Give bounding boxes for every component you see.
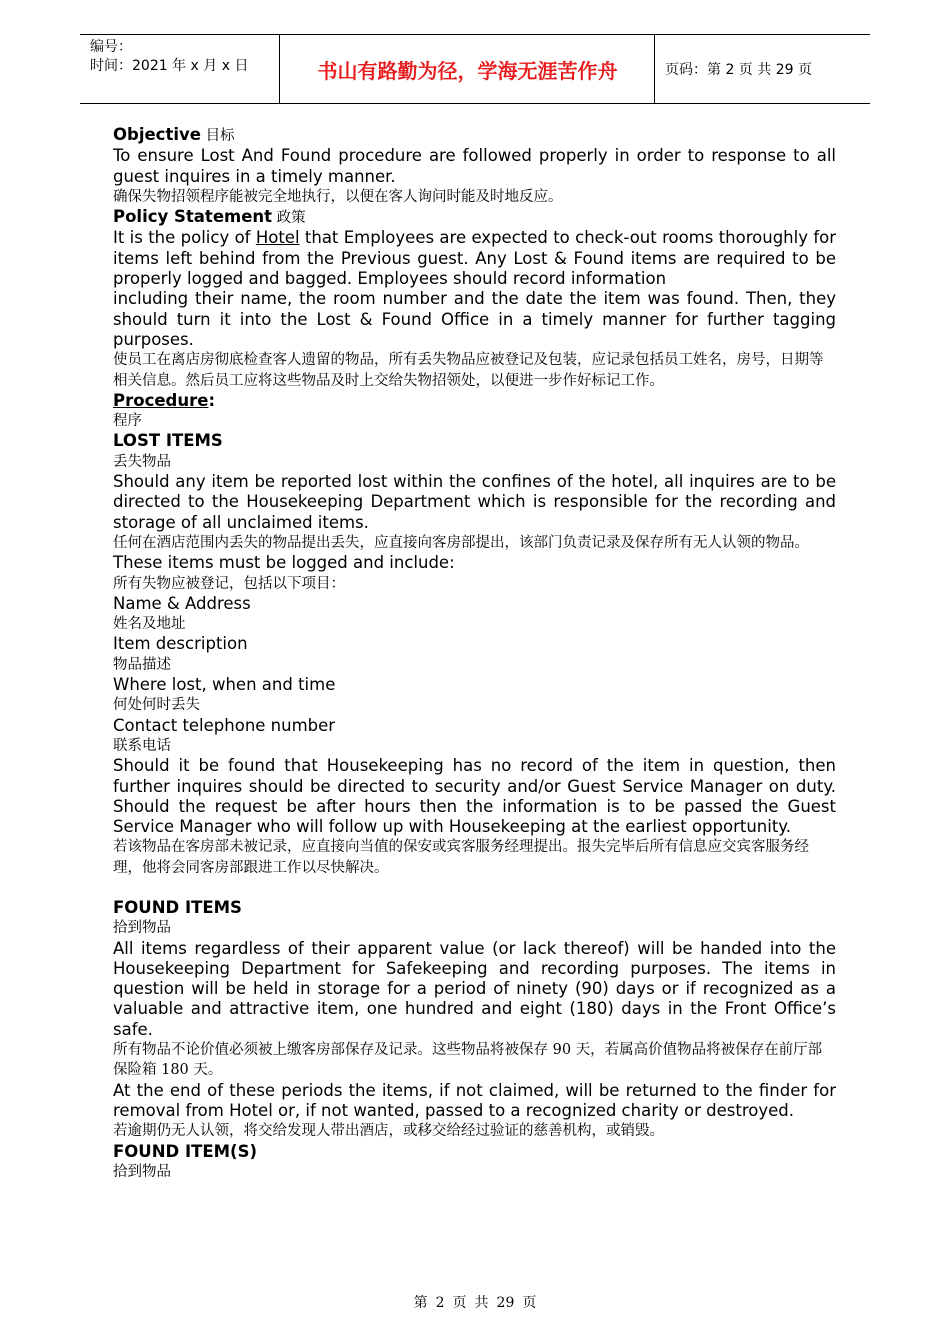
lost-paragraph-3-cn: 若该物品在客房部未被记录，应直接向当值的保安或宾客服务经理提出。报失完毕后所有信息应交宾客服务经理，他将会同客房部跟进工作以尽快解决。 — [113, 839, 809, 876]
time-label: 时间：2021 年 x 月 x 日 — [90, 58, 249, 74]
footer-page-number: 2 — [435, 1295, 445, 1311]
objective-heading: Objective 目标 — [113, 125, 235, 144]
found-items-s-heading: FOUND ITEM(S) — [113, 1141, 257, 1161]
list-item: Item description — [113, 634, 248, 654]
found-paragraph-1: All items regardless of their apparent value (or lack thereof) will be handed into the Housekeeping Department for Safekeeping and recording purposes. The items in question will be held in storage for a period of ninety (90) days or if recognized as a valuable and attractive item, one hundred and eight (180) days in the Front Office’s safe. — [113, 938, 836, 1039]
lost-paragraph-1-cn: 任何在酒店范围内丢失的物品提出丢失，应直接向客房部提出，该部门负责记录及保存所有无人认领的物品。 — [113, 534, 809, 551]
policy-text-cn: 使员工在离店房彻底检查客人遗留的物品，所有丢失物品应被登记及包装，应记录包括员工姓名，房号，日期等相关信息。然后员工应将这些物品及时上交给失物招领处，以便进一步作好标记工作。 — [113, 352, 824, 389]
lost-paragraph-3: Should it be found that Housekeeping has no record of the item in question, then further inquires should be directed to security and/or Guest Service Manager on duty. Should the request be after hours then the information is to be passed the Guest Service Manager who will follow up with Housekeeping at the earliest opportunity. — [113, 756, 836, 837]
spacer — [113, 878, 836, 898]
found-items-heading: FOUND ITEMS — [113, 897, 242, 917]
lost-paragraph-2-cn: 所有失物应被登记，包括以下项目： — [113, 575, 345, 592]
policy-paragraph-2: including their name, the room number and the date the item was found. Then, they should turn it into the Lost & Found Office in a timely manner for further tagging purposes. — [113, 289, 836, 349]
policy-heading: Policy Statement 政策 — [113, 207, 306, 227]
list-item-cn: 物品描述 — [113, 656, 171, 673]
lost-items-heading-cn: 丢失物品 — [113, 453, 171, 470]
found-paragraph-2: At the end of these periods the items, if not claimed, will be returned to the finder for removal from Hotel or, if not wanted, passed to a recognized charity or destroyed. — [113, 1080, 836, 1120]
lost-paragraph-1: Should any item be reported lost within the confines of the hotel, all inquires are to be directed to the Housekeeping Department which is responsible for the recording and storage of all unclaimed items. — [113, 472, 836, 532]
objective-text-cn: 确保失物招领程序能被完全地执行，以便在客人询问时能及时地反应。 — [113, 188, 563, 205]
list-item: Contact telephone number — [113, 715, 336, 735]
procedure-heading-cn: 程序 — [113, 413, 142, 430]
list-item-cn: 姓名及地址 — [113, 616, 186, 633]
document-body — [113, 125, 836, 1182]
lost-items-heading: LOST ITEMS — [113, 431, 223, 451]
code-label: 编号： — [90, 39, 132, 55]
found-paragraph-2-cn: 若逾期仍无人认领，将交给发现人带出酒店，或移交给经过验证的慈善机构，或销毁。 — [113, 1123, 664, 1140]
found-items-s-heading-cn: 拾到物品 — [113, 1163, 171, 1180]
found-paragraph-1-cn: 所有物品不论价值必须被上缴客房部保存及记录。这些物品将被保存 90 天，若属高价值物品将被保存在前厅部保险箱 180 天。 — [113, 1042, 823, 1079]
page-footer: 第 2 页 共 29 页 — [413, 1295, 537, 1311]
hotel-link[interactable]: Hotel — [255, 228, 300, 248]
list-item: Name & Address — [113, 593, 251, 613]
header-motto: 书山有路勤为径，学海无涯苦作舟 — [281, 35, 655, 103]
header-meta — [80, 35, 280, 103]
objective-text: To ensure Lost And Found procedure are followed properly in order to response to all guest inquires in a timely manner. — [113, 146, 836, 186]
procedure-heading: Procedure: — [113, 390, 216, 410]
list-item-cn: 联系电话 — [113, 737, 171, 754]
list-item-cn: 何处何时丢失 — [113, 697, 200, 714]
document-header — [80, 34, 870, 104]
policy-paragraph-1: It is the policy of Hotel that Employees are expected to check-out rooms thoroughly for items left behind from the Previous guest. Any Lost & Found items are required to be properly logged and bagged. Employees should record information — [113, 228, 837, 289]
header-page-label: 页码：第 2 页 共 29 页 — [665, 62, 812, 78]
list-item: Where lost, when and time — [113, 675, 336, 695]
lost-paragraph-2: These items must be logged and include: — [113, 553, 455, 573]
footer-total-pages: 29 — [496, 1295, 515, 1311]
found-items-heading-cn: 拾到物品 — [113, 920, 171, 937]
